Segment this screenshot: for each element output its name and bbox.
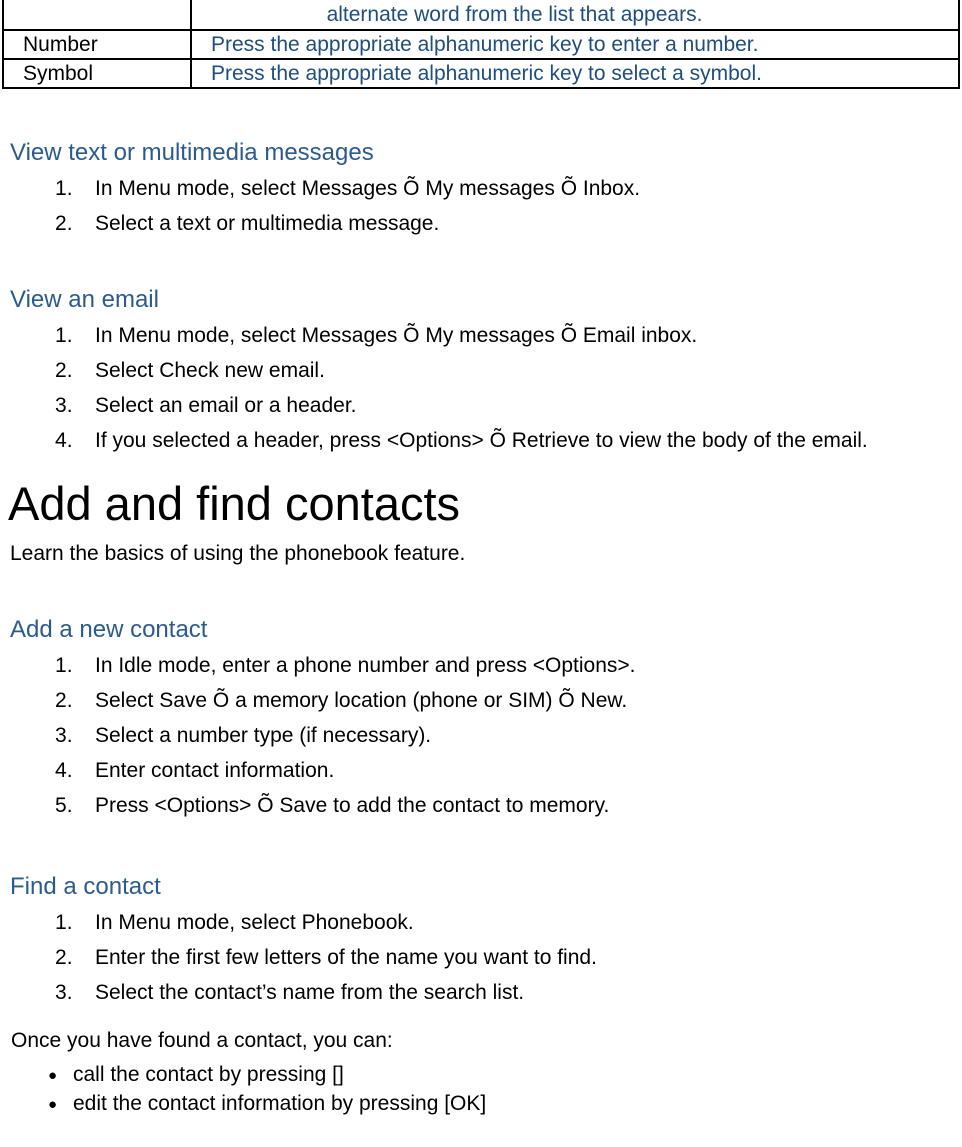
step-item: If you selected a header, press <Options> Õ Retrieve to view the body of the email. (95, 429, 868, 452)
table-row (3, 30, 959, 59)
table-cell-description: alternate word from the list that appears. (191, 0, 959, 30)
chapter-header (8, 479, 962, 566)
bullet-icon: ● (48, 1096, 58, 1113)
section-heading: Add a new contact (10, 616, 208, 643)
step-item: Select an email or a header. (95, 394, 357, 417)
table-cell-term: Symbol (3, 59, 191, 88)
section-heading: Find a contact (10, 873, 161, 900)
step-item: Select a number type (if necessary). (95, 724, 432, 747)
list-item-text: edit the contact information by pressing [OK] (73, 1092, 487, 1115)
bullet-icon: ● (48, 1067, 58, 1084)
table-cell-term (3, 0, 191, 30)
step-item: Press <Options> Õ Save to add the contact to memory. (95, 794, 610, 817)
section-heading: View text or multimedia messages (10, 139, 374, 166)
step-item: Enter contact information. (95, 759, 335, 782)
section-view-email (0, 286, 962, 453)
step-item: In Menu mode, select Messages Õ My messages Õ Email inbox. (95, 324, 698, 347)
section-heading: View an email (10, 286, 159, 313)
numbered-step-list (0, 323, 962, 453)
numbered-step-list (0, 910, 962, 1005)
list-item (0, 1062, 962, 1087)
section-find-contact (0, 873, 962, 1005)
step-item: In Menu mode, select Messages Õ My messages Õ Inbox. (95, 177, 641, 200)
table-row (3, 59, 959, 88)
step-item: In Idle mode, enter a phone number and press <Options>. (95, 654, 636, 677)
step-item: Select a text or multimedia message. (95, 212, 440, 235)
list-item (0, 1091, 962, 1116)
section-view-text-messages (0, 139, 962, 236)
step-item: Enter the first few letters of the name you want to find. (95, 946, 597, 969)
contact-actions-list (0, 1062, 962, 1116)
step-item: Select Save Õ a memory location (phone or SIM) Õ New. (95, 689, 628, 712)
section-add-contact (0, 616, 962, 818)
table-cell-description: Press the appropriate alphanumeric key to enter a number. (191, 30, 959, 59)
chapter-subtitle: Learn the basics of using the phonebook feature. (10, 542, 466, 565)
numbered-step-list (0, 653, 962, 818)
step-item: Select Check new email. (95, 359, 325, 382)
text-input-mode-table (2, 0, 960, 89)
step-item: Select the contact’s name from the search list. (95, 981, 525, 1004)
step-item: In Menu mode, select Phonebook. (95, 911, 414, 934)
list-item-text: call the contact by pressing [] (73, 1063, 344, 1086)
table-cell-description: Press the appropriate alphanumeric key to select a symbol. (191, 59, 959, 88)
numbered-step-list (0, 176, 962, 236)
contact-actions-intro: Once you have found a contact, you can: (11, 1029, 393, 1052)
chapter-title: Add and find contacts (8, 477, 461, 530)
table-row (3, 0, 959, 30)
table-cell-term: Number (3, 30, 191, 59)
